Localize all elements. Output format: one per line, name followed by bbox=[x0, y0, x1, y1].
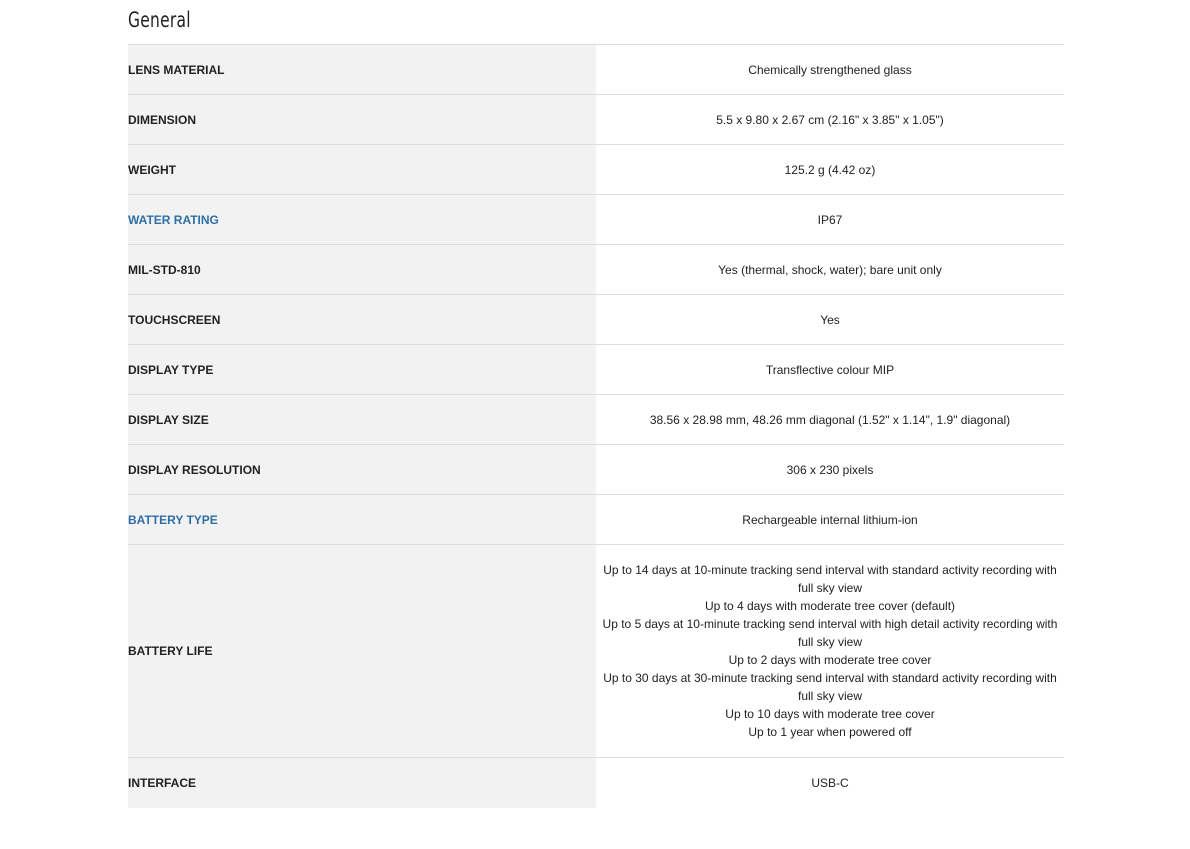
spec-value-battery-life bbox=[596, 545, 1064, 758]
spec-label-battery-type-link[interactable]: BATTERY TYPE bbox=[128, 495, 596, 545]
spec-label-display-type: DISPLAY TYPE bbox=[128, 345, 596, 395]
specs-section bbox=[128, 0, 1064, 808]
table-row bbox=[128, 495, 1064, 545]
spec-label-water-rating-link[interactable]: WATER RATING bbox=[128, 195, 596, 245]
spec-label-display-size: DISPLAY SIZE bbox=[128, 395, 596, 445]
spec-label-mil-std: MIL-STD-810 bbox=[128, 245, 596, 295]
battery-life-line: Up to 4 days with moderate tree cover (default) bbox=[704, 599, 956, 613]
spec-label-weight: WEIGHT bbox=[128, 145, 596, 195]
table-row bbox=[128, 195, 1064, 245]
battery-life-line: Up to 14 days at 10-minute tracking send interval with standard activity recording with full sky view bbox=[603, 563, 1057, 595]
spec-value-weight: 125.2 g (4.42 oz) bbox=[596, 145, 1064, 195]
spec-label-interface: INTERFACE bbox=[128, 758, 596, 808]
spec-value-interface: USB-C bbox=[811, 775, 849, 790]
table-row bbox=[128, 345, 1064, 395]
spec-label-display-resolution: DISPLAY RESOLUTION bbox=[128, 445, 596, 495]
section-title: General bbox=[128, 8, 191, 32]
battery-life-line: Up to 30 days at 30-minute tracking send interval with standard activity recording with full sky view bbox=[603, 671, 1057, 703]
spec-value-touchscreen: Yes bbox=[596, 295, 1064, 345]
table-row bbox=[128, 758, 1064, 808]
spec-label-touchscreen: TOUCHSCREEN bbox=[128, 295, 596, 345]
spec-label-lens-material: LENS MATERIAL bbox=[128, 45, 596, 95]
table-row bbox=[128, 545, 1064, 758]
table-row bbox=[128, 395, 1064, 445]
spec-value-water-rating: IP67 bbox=[596, 195, 1064, 245]
spec-value-display-size: 38.56 x 28.98 mm, 48.26 mm diagonal (1.52" x 1.14", 1.9" diagonal) bbox=[596, 395, 1064, 445]
table-row bbox=[128, 45, 1064, 95]
table-row bbox=[128, 295, 1064, 345]
table-row bbox=[128, 445, 1064, 495]
spec-value-mil-std: Yes (thermal, shock, water); bare unit only bbox=[596, 245, 1064, 295]
spec-value-battery-type: Rechargeable internal lithium-ion bbox=[596, 495, 1064, 545]
battery-life-line: Up to 10 days with moderate tree cover bbox=[725, 707, 935, 721]
table-row bbox=[128, 245, 1064, 295]
table-row bbox=[128, 145, 1064, 195]
spec-value-dimension: 5.5 x 9.80 x 2.67 cm (2.16" x 3.85" x 1.05") bbox=[596, 95, 1064, 145]
spec-label-dimension: DIMENSION bbox=[128, 95, 596, 145]
specs-table bbox=[128, 44, 1064, 808]
table-row bbox=[128, 95, 1064, 145]
spec-value-display-type: Transflective colour MIP bbox=[596, 345, 1064, 395]
battery-life-line: Up to 2 days with moderate tree cover bbox=[728, 653, 932, 667]
battery-life-line: Up to 1 year when powered off bbox=[748, 725, 912, 739]
spec-label-battery-life: BATTERY LIFE bbox=[128, 545, 596, 758]
spec-value-lens-material: Chemically strengthened glass bbox=[596, 45, 1064, 95]
battery-life-line: Up to 5 days at 10-minute tracking send interval with high detail activity recording with full sky view bbox=[602, 617, 1058, 649]
spec-value-display-resolution: 306 x 230 pixels bbox=[596, 445, 1064, 495]
